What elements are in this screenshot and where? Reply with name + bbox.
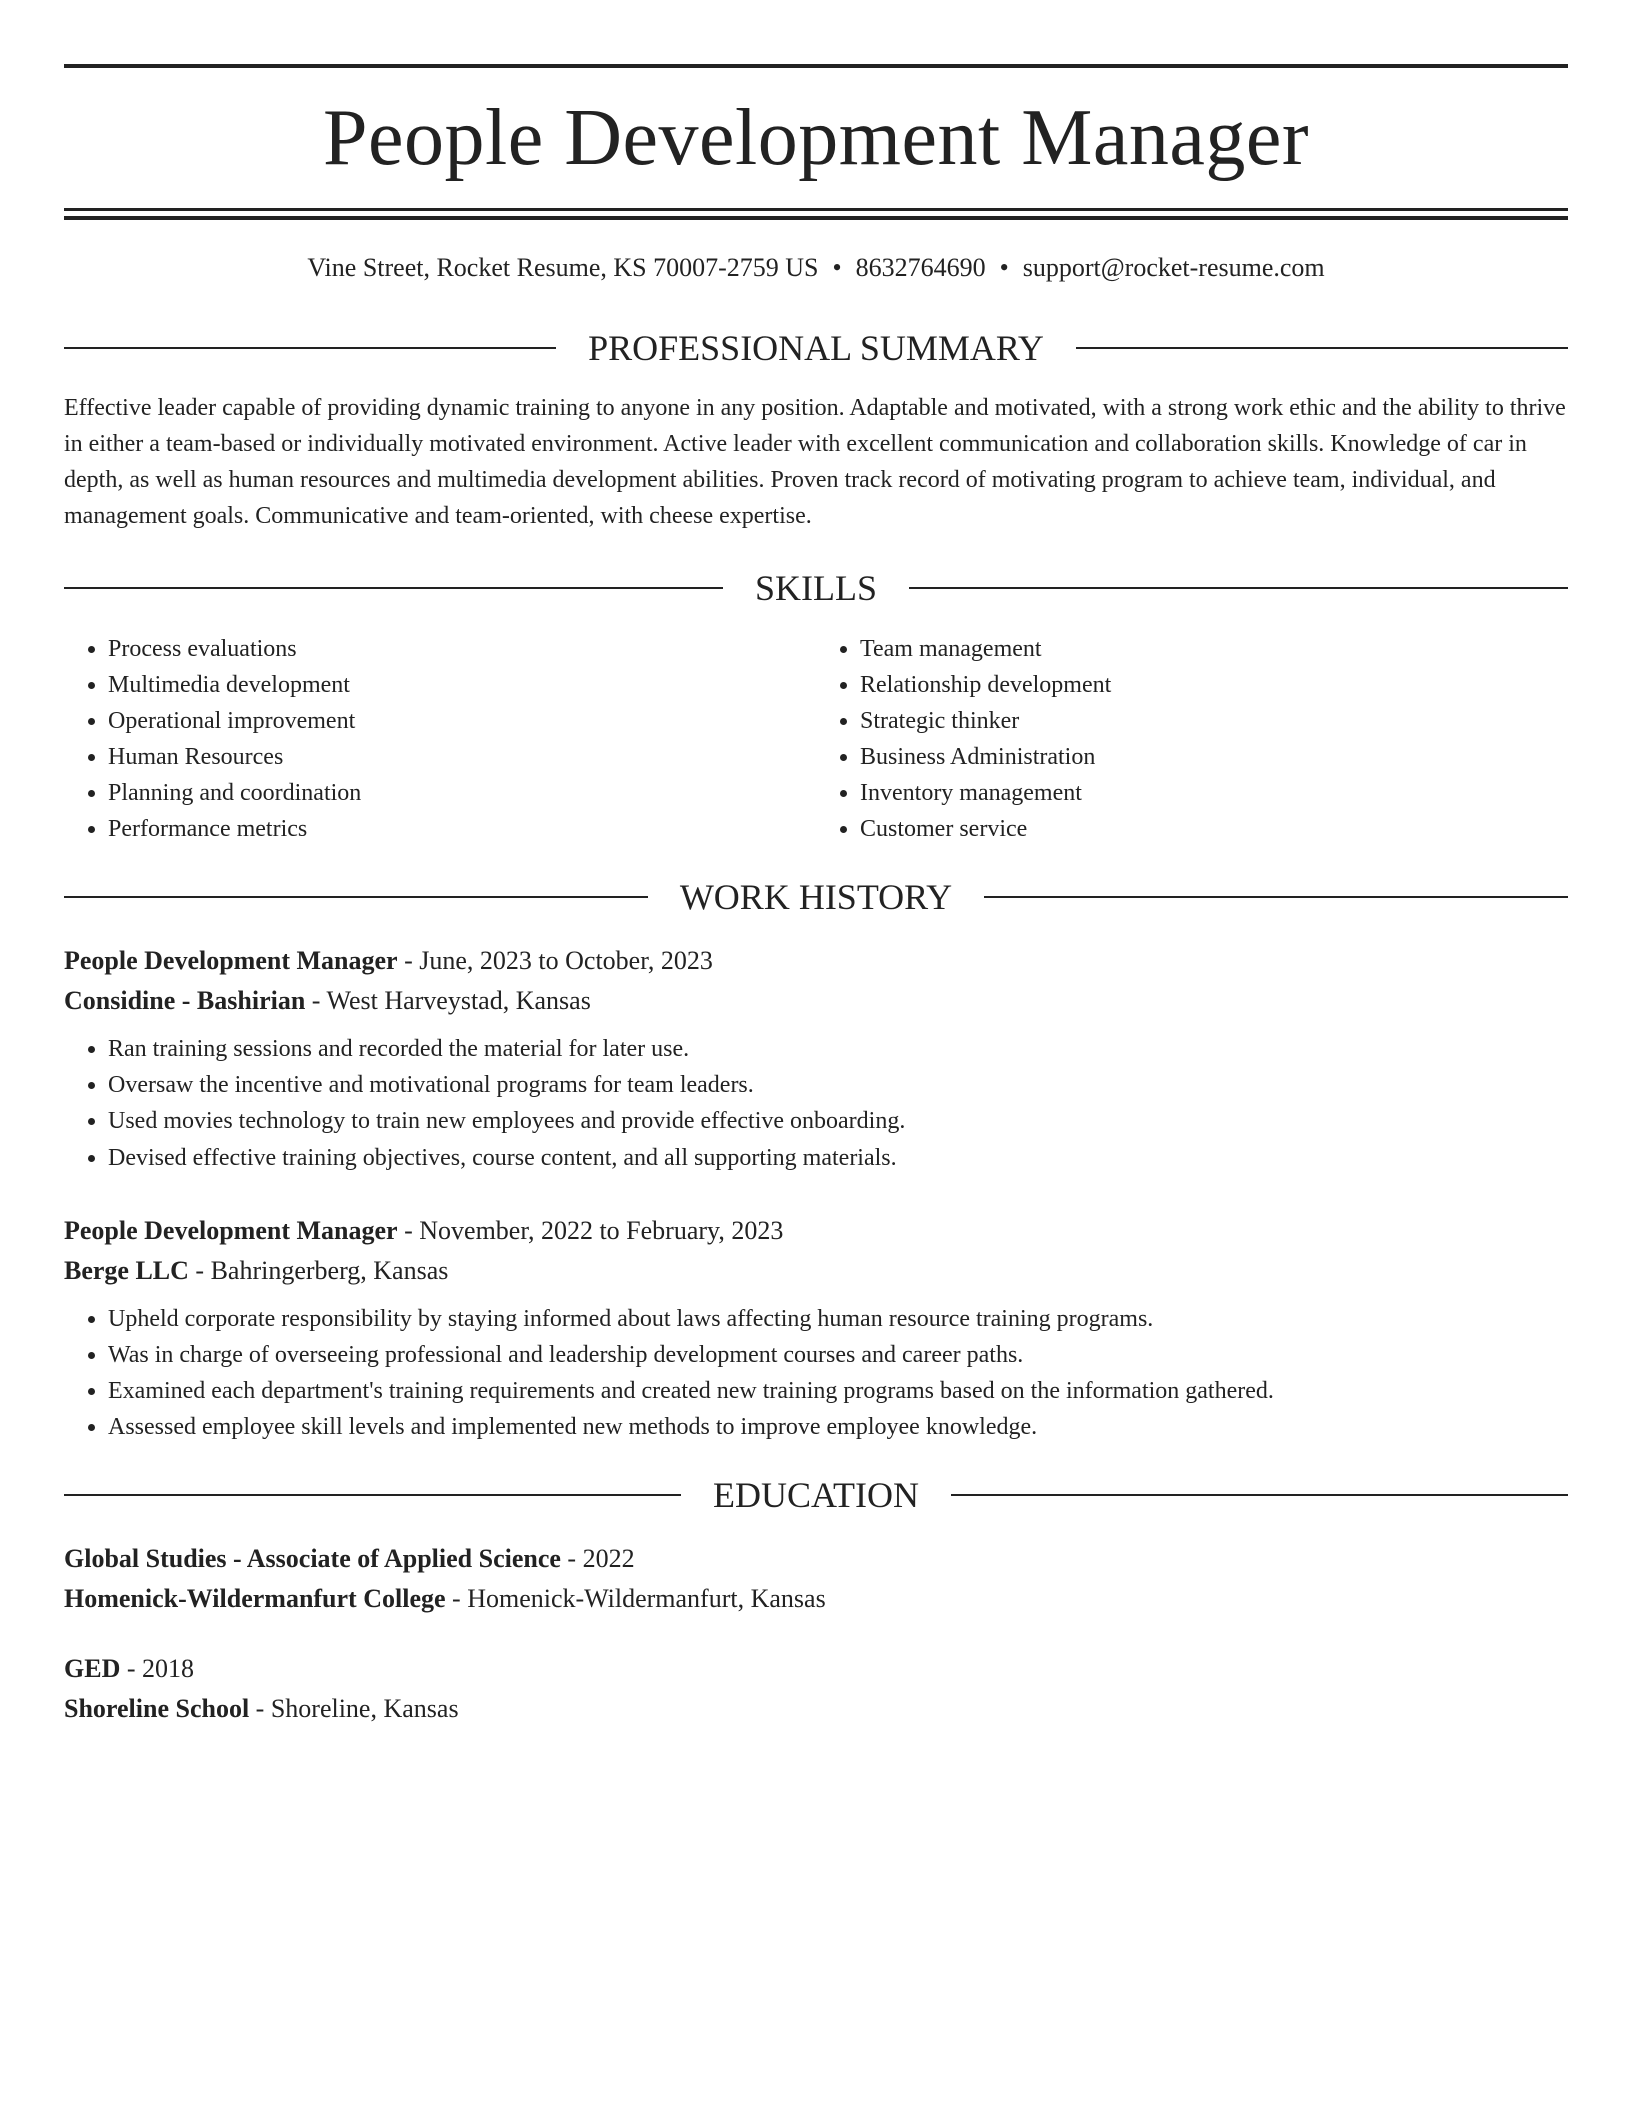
education-degree-line — [64, 1649, 1568, 1689]
education-school-line — [64, 1579, 1568, 1619]
job-location: - West Harveystad, Kansas — [305, 986, 591, 1015]
work-heading-label: WORK HISTORY — [679, 877, 953, 917]
page-title: People Development Manager — [322, 94, 1309, 182]
heading-rule — [1076, 347, 1568, 349]
contact-email[interactable]: support@rocket-resume.com — [1022, 253, 1325, 282]
job-bullets — [64, 1031, 1568, 1177]
education-location: - Homenick-Wildermanfurt, Kansas — [445, 1584, 826, 1613]
job-bullet: • Oversaw the incentive and motivational programs for team leaders. — [108, 1067, 1568, 1103]
heading-rule — [984, 896, 1568, 898]
work-heading — [64, 877, 1568, 917]
skill-item: • Customer service — [860, 811, 1568, 847]
skill-item: • Inventory management — [860, 775, 1568, 811]
contact-phone: 8632764690 — [855, 253, 986, 282]
resume-page — [64, 64, 1568, 1729]
job-title-line — [64, 1211, 1568, 1251]
education-school: Shoreline School — [64, 1694, 250, 1723]
job-bullet: • Examined each department's training requirements and created new training programs based on the information gathered. — [108, 1373, 1568, 1409]
skill-item: • Process evaluations — [108, 631, 816, 667]
job-company: Considine - Bashirian — [64, 986, 306, 1015]
job-bullet: • Used movies technology to train new employees and provide effective onboarding. — [108, 1103, 1568, 1139]
contact-line — [64, 253, 1568, 283]
heading-rule — [64, 587, 723, 589]
heading-rule — [951, 1494, 1568, 1496]
skills-column-left — [64, 631, 816, 847]
skill-item: • Performance metrics — [108, 811, 816, 847]
education-degree: Global Studies - Associate of Applied Science — [64, 1544, 561, 1573]
education-entry — [64, 1539, 1568, 1619]
heading-rule — [64, 1494, 681, 1496]
job-dates: - November, 2022 to February, 2023 — [397, 1216, 784, 1245]
job-entry — [64, 1211, 1568, 1445]
summary-text: Effective leader capable of providing dynamic training to anyone in any position. Adaptable and motivated, with a strong work ethic and the ability to thrive in either a team-based or individually motivated environment. Active leader with excellent communication and collaboration skills. Knowledge of car in depth, as well as human resources and multimedia development abilities. Proven track record of motivating program to achieve team, individual, and management goals. Communicative and team-oriented, with cheese expertise. — [64, 395, 1566, 529]
skill-item: • Strategic thinker — [860, 703, 1568, 739]
heading-rule — [909, 587, 1568, 589]
heading-rule — [64, 347, 556, 349]
skills-list — [64, 631, 1568, 847]
job-company: Berge LLC — [64, 1256, 189, 1285]
summary-heading-label: PROFESSIONAL SUMMARY — [588, 328, 1044, 368]
skills-column-right — [816, 631, 1568, 847]
education-heading-label: EDUCATION — [713, 1475, 919, 1515]
education-degree: GED — [64, 1654, 121, 1683]
education-location: - Shoreline, Kansas — [249, 1694, 459, 1723]
skill-item: • Multimedia development — [108, 667, 816, 703]
education-entry — [64, 1649, 1568, 1729]
job-bullet: • Devised effective training objectives, course content, and all supporting materials. — [108, 1139, 1568, 1177]
skills-heading — [64, 568, 1568, 608]
skill-item: • Human Resources — [108, 739, 816, 775]
job-dates: - June, 2023 to October, 2023 — [397, 946, 713, 975]
education-year: - 2018 — [120, 1654, 195, 1683]
job-bullets — [64, 1301, 1568, 1445]
job-title-line — [64, 941, 1568, 981]
job-bullet: • Was in charge of overseeing professional and leadership development courses and career paths. — [108, 1337, 1568, 1373]
job-company-line — [64, 981, 1568, 1021]
skill-item: • Team management — [860, 631, 1568, 667]
education-degree-line — [64, 1539, 1568, 1579]
job-entry — [64, 941, 1568, 1177]
contact-separator: • — [999, 253, 1009, 282]
title-double-rule — [64, 208, 1568, 220]
skills-heading-label: SKILLS — [755, 568, 878, 608]
contact-address: Vine Street, Rocket Resume, KS 70007-2759 US — [307, 253, 819, 282]
heading-rule — [64, 896, 648, 898]
skill-item: • Relationship development — [860, 667, 1568, 703]
education-school: Homenick-Wildermanfurt College — [64, 1584, 446, 1613]
skill-item: • Planning and coordination — [108, 775, 816, 811]
skill-item: • Operational improvement — [108, 703, 816, 739]
job-company-line — [64, 1251, 1568, 1291]
job-title: People Development Manager — [64, 946, 398, 975]
job-bullet: • Upheld corporate responsibility by staying informed about laws affecting human resource training programs. — [108, 1301, 1568, 1337]
education-school-line — [64, 1689, 1568, 1729]
skill-item: • Business Administration — [860, 739, 1568, 775]
job-bullet: • Ran training sessions and recorded the material for later use. — [108, 1031, 1568, 1067]
education-year: - 2022 — [560, 1544, 635, 1573]
job-bullet: • Assessed employee skill levels and implemented new methods to improve employee knowledge. — [108, 1409, 1568, 1445]
summary-heading — [64, 328, 1568, 368]
job-title: People Development Manager — [64, 1216, 398, 1245]
job-location: - Bahringerberg, Kansas — [188, 1256, 449, 1285]
contact-separator: • — [832, 253, 842, 282]
education-heading — [64, 1475, 1568, 1515]
